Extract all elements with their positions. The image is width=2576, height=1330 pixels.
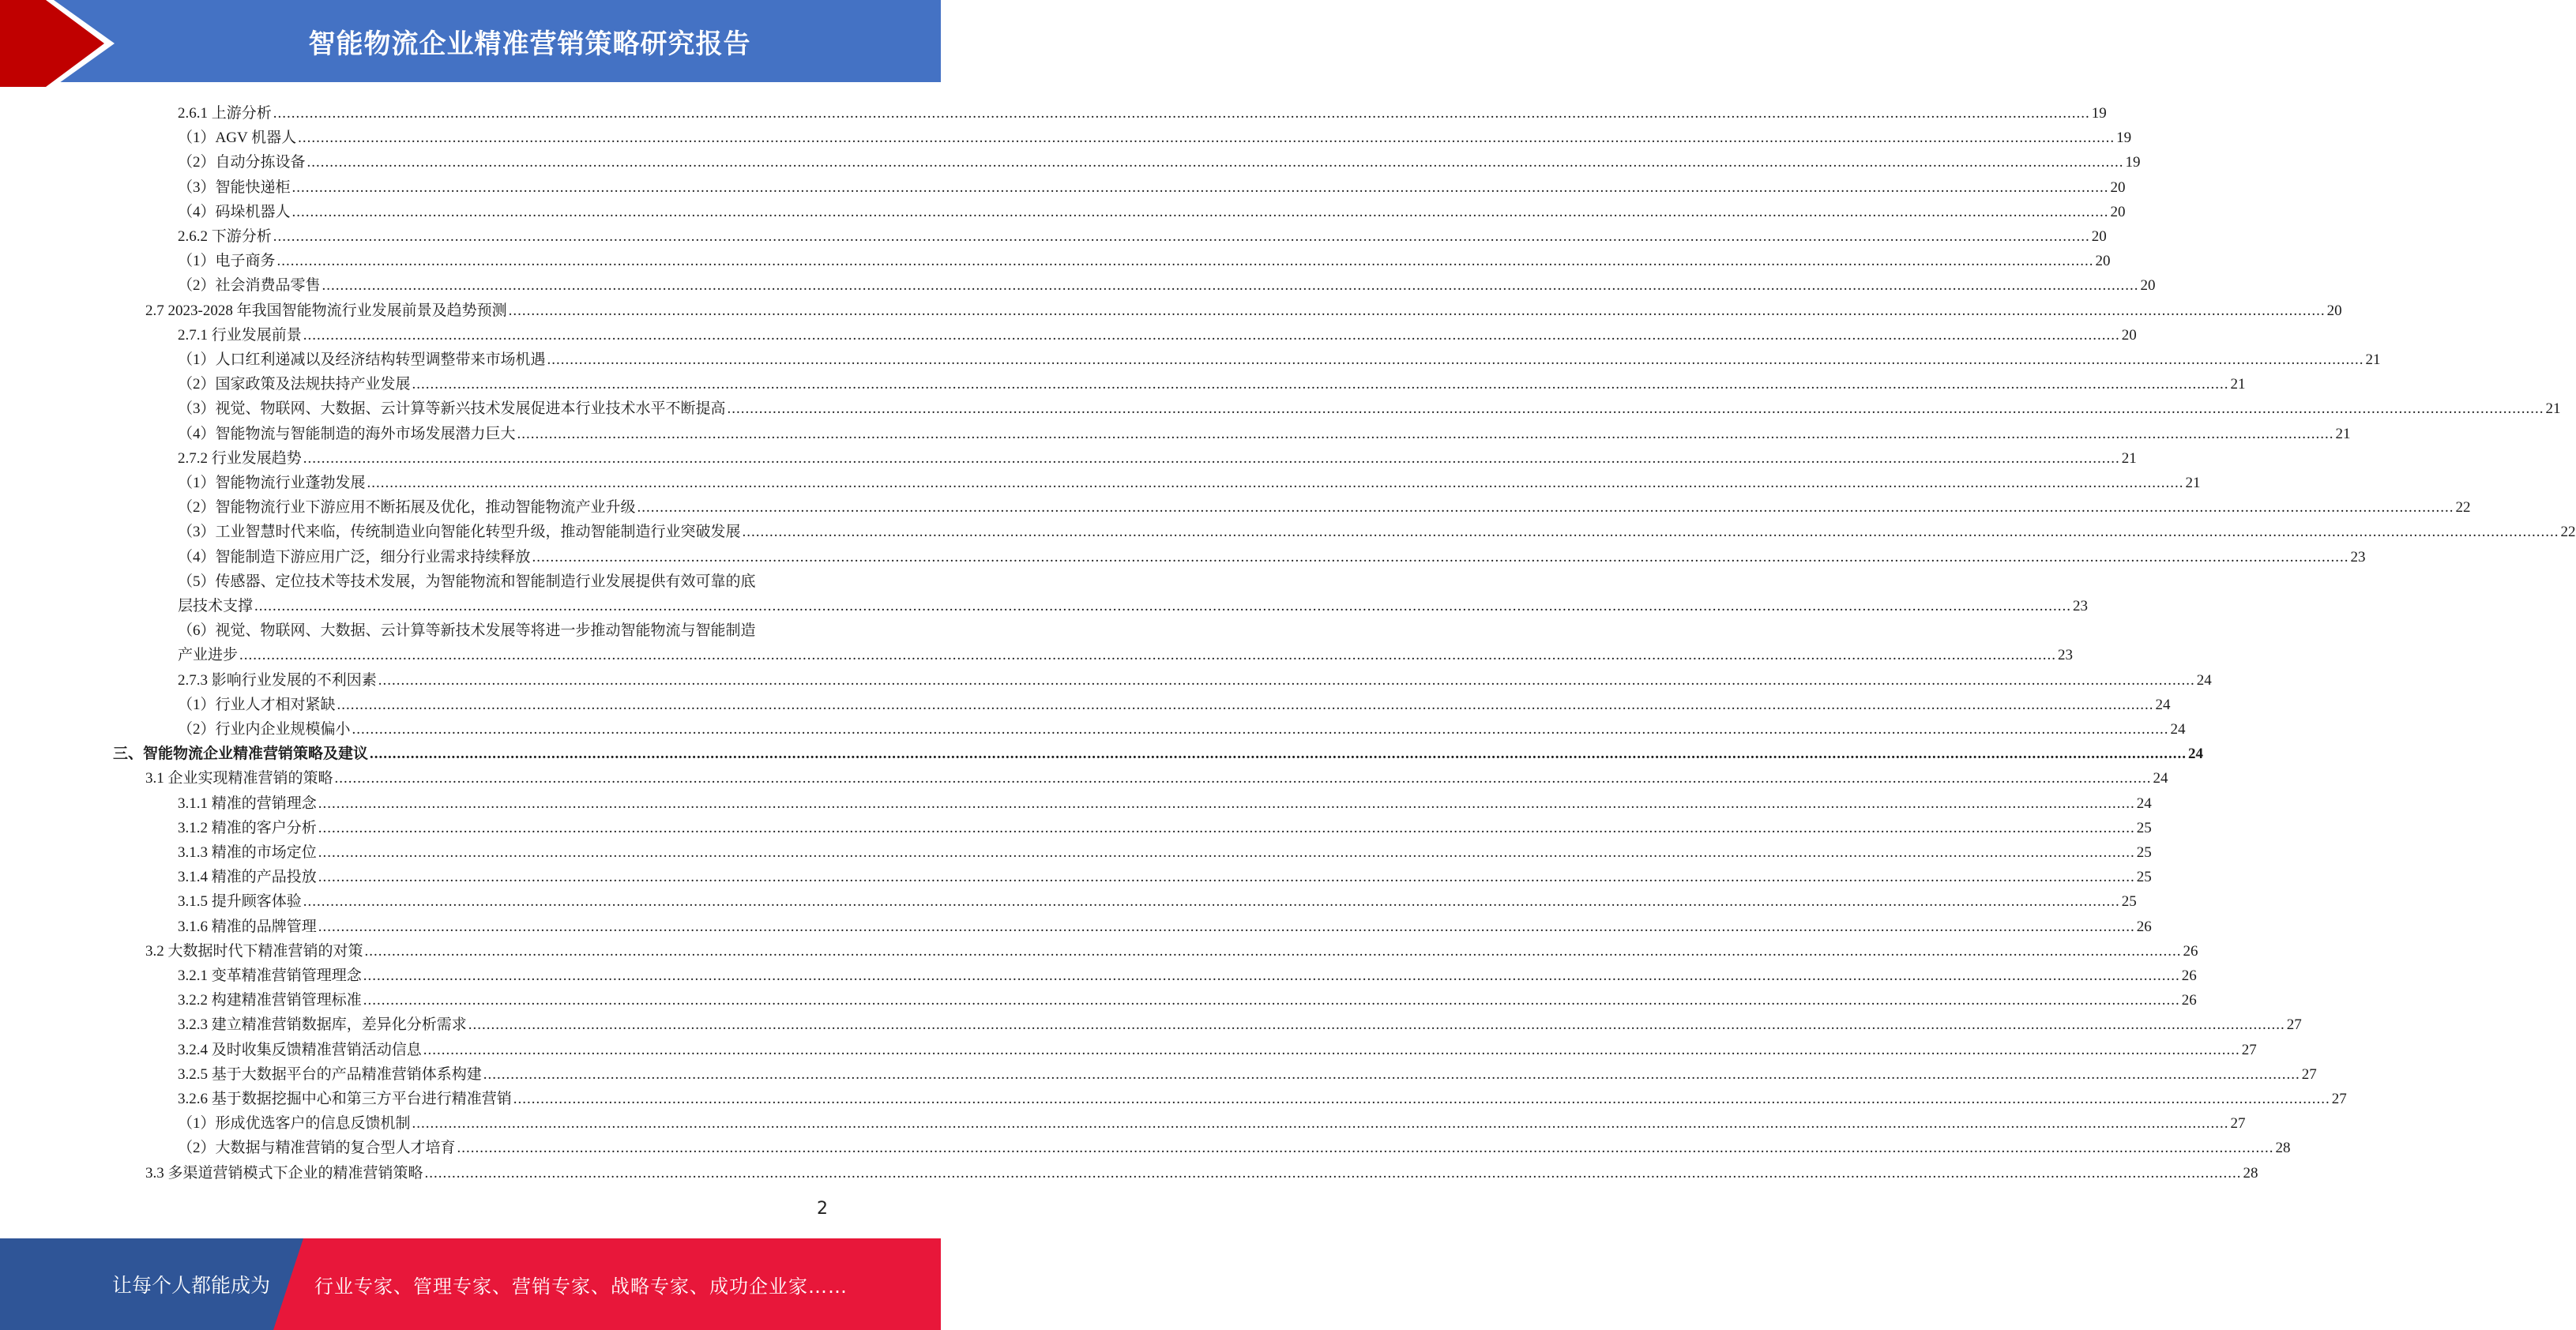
toc-entry[interactable] <box>178 1110 2246 1134</box>
toc-entry[interactable] <box>178 1061 2317 1085</box>
toc-entry-page: 26 <box>2181 992 2197 1009</box>
toc-entry-title: （1）人口红利递减以及经济结构转型调整带来市场机遇 <box>178 351 546 368</box>
toc-leader-dots: ................................................................................................................................................................................................................................................................................................................................................................................................................ <box>303 449 2120 467</box>
toc-entry-page: 25 <box>2136 819 2152 836</box>
toc-entry[interactable] <box>178 370 2246 395</box>
toc-leader-dots: ................................................................................................................................................................................................................................................................................................................................................................................................................ <box>423 1041 2240 1058</box>
toc-entry[interactable] <box>178 1011 2302 1035</box>
toc-entry-page: 27 <box>2230 1115 2246 1133</box>
toc-entry-page: 24 <box>2188 746 2204 763</box>
toc-entry-title: 3.2.1 变革精准营销管理理念 <box>178 967 362 984</box>
toc-entry-page: 26 <box>2181 967 2197 984</box>
toc-entry-first-line: （6）视觉、物联网、大数据、云计算等新技术发展等将进一步推动智能物流与智能制造 <box>178 622 756 640</box>
toc-entry[interactable] <box>178 198 2126 223</box>
toc-entry[interactable] <box>178 913 2152 937</box>
toc-entry[interactable] <box>178 174 2126 198</box>
toc-entry-page: 28 <box>2243 1164 2258 1182</box>
toc-entry-title: 3.2.5 基于大数据平台的产品精准营销体系构建 <box>178 1065 482 1083</box>
toc-entry-page: 23 <box>2073 598 2089 614</box>
toc-leader-dots: ................................................................................................................................................................................................................................................................................................................................................................................................................ <box>412 1115 2229 1133</box>
toc-leader-dots: ................................................................................................................................................................................................................................................................................................................................................................................................................ <box>742 524 2559 541</box>
toc-leader-dots: ................................................................................................................................................................................................................................................................................................................................................................................................................ <box>318 844 2135 861</box>
toc-leader-dots: ................................................................................................................................................................................................................................................................................................................................................................................................................ <box>457 1140 2274 1157</box>
toc-entry-page: 21 <box>2545 400 2561 418</box>
toc-leader-dots: ................................................................................................................................................................................................................................................................................................................................................................................................................ <box>291 203 2109 220</box>
toc-entry[interactable] <box>178 839 2152 863</box>
toc-leader-dots: ................................................................................................................................................................................................................................................................................................................................................................................................................ <box>468 1016 2285 1034</box>
toc-entry-page: 21 <box>2230 376 2246 393</box>
toc-entry-title: （1）形成优选客户的信息反馈机制 <box>178 1115 411 1133</box>
toc-entry-title: 3.1.5 提升顾客体验 <box>178 893 302 911</box>
toc-entry[interactable] <box>178 247 2111 272</box>
toc-leader-dots: ................................................................................................................................................................................................................................................................................................................................................................................................................ <box>303 893 2120 911</box>
toc-entry[interactable] <box>178 494 2471 518</box>
toc-entry-title: 2.7.1 行业发展前景 <box>178 326 302 344</box>
toc-entry[interactable] <box>178 716 2186 740</box>
toc-entry-title: 2.7.3 影响行业发展的不利因素 <box>178 671 377 689</box>
toc-leader-dots: ................................................................................................................................................................................................................................................................................................................................................................................................................ <box>364 942 2182 960</box>
toc-entry-page: 19 <box>2125 154 2141 171</box>
toc-entry[interactable] <box>178 691 2171 716</box>
toc-entry-title: （1）智能物流行业蓬勃发展 <box>178 475 366 491</box>
toc-entry-title: （3）视觉、物联网、大数据、云计算等新兴技术发展促进本行业技术水平不断提高 <box>178 400 726 418</box>
toc-leader-dots: ................................................................................................................................................................................................................................................................................................................................................................................................................ <box>517 425 2334 442</box>
toc-entry-page: 20 <box>2095 253 2111 270</box>
toc-entry-title: 产业进步 <box>178 647 239 664</box>
footer-slogan-right: 行业专家、管理专家、营销专家、战略专家、成功企业家…… <box>314 1275 848 1298</box>
toc-entry-page: 27 <box>2331 1091 2347 1107</box>
toc-entry-page: 21 <box>2335 425 2351 442</box>
toc-entry-title: 3.2.4 及时收集反馈精准营销活动信息 <box>178 1041 422 1058</box>
toc-entry-title: 3.2.3 建立精准营销数据库，差异化分析需求 <box>178 1016 467 1034</box>
toc-entry[interactable] <box>178 223 2107 247</box>
toc-entry-title: 3.1.6 精准的品牌管理 <box>178 918 317 935</box>
toc-leader-dots: ................................................................................................................................................................................................................................................................................................................................................................................................................ <box>367 475 2184 491</box>
toc-entry-title: 三、智能物流企业精准营销策略及建议 <box>113 746 369 763</box>
toc-entry-title: 层技术支撑 <box>178 598 254 614</box>
toc-leader-dots: ................................................................................................................................................................................................................................................................................................................................................................................................................ <box>318 869 2135 886</box>
toc-entry[interactable] <box>178 420 2351 445</box>
toc-entry-page: 25 <box>2121 893 2137 911</box>
toc-entry-title: 3.1.1 精准的营销理念 <box>178 795 317 812</box>
toc-leader-dots: ................................................................................................................................................................................................................................................................................................................................................................................................................ <box>306 154 2124 171</box>
toc-entry-page: 27 <box>2241 1041 2257 1058</box>
toc-entry-page: 22 <box>2560 524 2576 541</box>
toc-entry-page: 21 <box>2185 475 2201 491</box>
toc-entry-page: 20 <box>2121 326 2137 344</box>
toc-entry-title: 3.1 企业实现精准营销的策略 <box>145 770 333 787</box>
toc-leader-dots: ................................................................................................................................................................................................................................................................................................................................................................................................................ <box>363 967 2180 984</box>
page-footer <box>0 1238 941 1330</box>
toc-entry-page: 27 <box>2301 1065 2317 1083</box>
toc-entry-page: 20 <box>2091 228 2107 245</box>
toc-entry[interactable] <box>178 148 2141 173</box>
toc-entry-title: 3.2.6 基于数据挖掘中心和第三方平台进行精准营销 <box>178 1091 512 1107</box>
toc-entry-title: （2）国家政策及法规扶持产业发展 <box>178 376 411 393</box>
toc-entry[interactable] <box>178 814 2152 839</box>
toc-leader-dots: ................................................................................................................................................................................................................................................................................................................................................................................................................ <box>352 721 2169 738</box>
toc-entry[interactable] <box>178 1085 2347 1110</box>
toc-entry-page: 22 <box>2455 499 2471 517</box>
page-header <box>0 0 941 87</box>
toc-entry-page: 20 <box>2140 277 2156 295</box>
toc-entry-title: （4）智能物流与智能制造的海外市场发展潜力巨大 <box>178 425 516 442</box>
toc-leader-dots: ................................................................................................................................................................................................................................................................................................................................................................................................................ <box>318 819 2135 836</box>
toc-entry[interactable] <box>178 100 2107 124</box>
toc-entry-page: 25 <box>2136 844 2152 861</box>
toc-entry-title: 3.1.2 精准的客户分析 <box>178 819 317 836</box>
toc-entry[interactable] <box>178 518 2576 543</box>
toc-entry-title: （2）自动分拣设备 <box>178 154 306 171</box>
toc-entry-title: （3）工业智慧时代来临，传统制造业向智能化转型升级，推动智能制造行业突破发展 <box>178 524 741 541</box>
toc-entry[interactable] <box>178 863 2152 888</box>
toc-leader-dots: ................................................................................................................................................................................................................................................................................................................................................................................................................ <box>273 105 2090 122</box>
toc-entry[interactable] <box>178 445 2137 469</box>
toc-entry-page: 23 <box>2058 647 2074 664</box>
toc-leader-dots: ................................................................................................................................................................................................................................................................................................................................................................................................................ <box>254 598 2072 614</box>
toc-entry-title: 2.7 2023-2028 年我国智能物流行业发展前景及趋势预测 <box>145 302 507 319</box>
toc-entry[interactable] <box>178 1036 2257 1061</box>
toc-entry-title: 3.3 多渠道营销模式下企业的精准营销策略 <box>145 1164 423 1182</box>
toc-leader-dots: ................................................................................................................................................................................................................................................................................................................................................................................................................ <box>547 351 2364 368</box>
toc-entry[interactable] <box>113 740 2204 765</box>
toc-entry[interactable] <box>178 641 2074 666</box>
toc-leader-dots: ................................................................................................................................................................................................................................................................................................................................................................................................................ <box>337 696 2154 713</box>
toc-leader-dots: ................................................................................................................................................................................................................................................................................................................................................................................................................ <box>532 548 2349 565</box>
toc-entry-page: 26 <box>2136 918 2152 935</box>
toc-entry[interactable] <box>178 1134 2291 1159</box>
toc-leader-dots: ................................................................................................................................................................................................................................................................................................................................................................................................................ <box>239 647 2057 664</box>
toc-entry[interactable] <box>178 888 2137 912</box>
toc-leader-dots: ................................................................................................................................................................................................................................................................................................................................................................................................................ <box>291 178 2109 196</box>
toc-leader-dots: ................................................................................................................................................................................................................................................................................................................................................................................................................ <box>508 302 2326 319</box>
toc-entry-page: 21 <box>2365 351 2381 368</box>
toc-entry[interactable] <box>178 986 2197 1011</box>
toc-entry-title: （1）行业人才相对紧缺 <box>178 696 336 713</box>
toc-entry-page: 24 <box>2170 721 2186 738</box>
toc-entry-title: （2）大数据与精准营销的复合型人才培育 <box>178 1140 456 1157</box>
toc-entry-page: 19 <box>2116 130 2132 147</box>
toc-leader-dots: ................................................................................................................................................................................................................................................................................................................................................................................................................ <box>273 228 2090 245</box>
toc-entry[interactable] <box>145 937 2198 962</box>
toc-entry-page: 20 <box>2326 302 2342 319</box>
toc-entry-page: 24 <box>2153 770 2168 787</box>
toc-entry-title: 2.7.2 行业发展趋势 <box>178 449 302 467</box>
toc-entry-page: 25 <box>2136 869 2152 886</box>
toc-entry-title: 2.6.2 下游分析 <box>178 228 272 245</box>
toc-entry[interactable] <box>178 592 2089 617</box>
toc-leader-dots: ................................................................................................................................................................................................................................................................................................................................................................................................................ <box>303 326 2120 344</box>
toc-entry[interactable] <box>178 667 2212 691</box>
toc-entry-title: 3.1.4 精准的产品投放 <box>178 869 317 886</box>
toc-entry-title: 3.2.2 构建精准营销管理标准 <box>178 992 362 1009</box>
toc-entry[interactable] <box>145 297 2342 321</box>
toc-entry[interactable] <box>178 543 2366 568</box>
toc-leader-dots: ................................................................................................................................................................................................................................................................................................................................................................................................................ <box>318 918 2135 935</box>
toc-leader-dots: ................................................................................................................................................................................................................................................................................................................................................................................................................ <box>637 499 2454 517</box>
toc-leader-dots: ................................................................................................................................................................................................................................................................................................................................................................................................................ <box>412 376 2229 393</box>
toc-entry-title: （2）智能物流行业下游应用不断拓展及优化，推动智能物流产业升级 <box>178 499 636 517</box>
toc-entry-page: 23 <box>2350 548 2366 565</box>
toc-entry-page: 20 <box>2110 178 2126 196</box>
toc-leader-dots: ................................................................................................................................................................................................................................................................................................................................................................................................................ <box>424 1164 2242 1182</box>
toc-entry-title: （4）码垛机器人 <box>178 203 291 220</box>
toc-leader-dots: ................................................................................................................................................................................................................................................................................................................................................................................................................ <box>298 130 2115 147</box>
toc-entry-page: 27 <box>2286 1016 2302 1034</box>
document-title: 智能物流企业精准营销策略研究报告 <box>308 28 751 60</box>
toc-entry-page: 24 <box>2155 696 2171 713</box>
toc-entry-title: （1）AGV 机器人 <box>178 130 297 147</box>
toc-entry-title: （4）智能制造下游应用广泛，细分行业需求持续释放 <box>178 548 531 565</box>
toc-entry[interactable] <box>178 469 2201 494</box>
toc-entry-title: 3.2 大数据时代下精准营销的对策 <box>145 942 363 960</box>
toc-entry-title: （2）社会消费品零售 <box>178 277 321 295</box>
toc-leader-dots: ................................................................................................................................................................................................................................................................................................................................................................................................................ <box>363 992 2180 1009</box>
toc-leader-dots: ................................................................................................................................................................................................................................................................................................................................................................................................................ <box>318 795 2135 812</box>
toc-leader-dots: ................................................................................................................................................................................................................................................................................................................................................................................................................ <box>513 1091 2330 1107</box>
toc-entry[interactable] <box>178 321 2137 346</box>
toc-entry[interactable] <box>145 1159 2258 1184</box>
toc-entry-page: 21 <box>2121 449 2137 467</box>
toc-entry-title: 2.6.1 上游分析 <box>178 105 272 122</box>
footer-slogan-left: 让每个人都能成为 <box>112 1274 271 1297</box>
page-number: 2 <box>817 1199 828 1219</box>
toc-entry[interactable] <box>178 395 2561 419</box>
toc-entry-page: 19 <box>2091 105 2107 122</box>
toc-entry[interactable] <box>178 124 2132 148</box>
toc-leader-dots: ................................................................................................................................................................................................................................................................................................................................................................................................................ <box>370 746 2187 763</box>
toc-leader-dots: ................................................................................................................................................................................................................................................................................................................................................................................................................ <box>322 277 2139 295</box>
toc-entry[interactable] <box>178 346 2381 370</box>
toc-entry[interactable] <box>178 962 2197 986</box>
toc-leader-dots: ................................................................................................................................................................................................................................................................................................................................................................................................................ <box>483 1065 2300 1083</box>
toc-entry[interactable] <box>178 790 2152 814</box>
toc-entry-page: 24 <box>2196 671 2212 689</box>
toc-leader-dots: ................................................................................................................................................................................................................................................................................................................................................................................................................ <box>378 671 2195 689</box>
toc-entry-page: 28 <box>2275 1140 2291 1157</box>
toc-entry-title: 3.1.3 精准的市场定位 <box>178 844 317 861</box>
toc-entry[interactable] <box>145 765 2168 789</box>
toc-leader-dots: ................................................................................................................................................................................................................................................................................................................................................................................................................ <box>276 253 2094 270</box>
toc-entry-title: （2）行业内企业规模偏小 <box>178 721 351 738</box>
toc-entry-first-line: （5）传感器、定位技术等技术发展，为智能物流和智能制造行业发展提供有效可靠的底 <box>178 573 756 590</box>
toc-entry-page: 20 <box>2110 203 2126 220</box>
toc-entry-title: （1）电子商务 <box>178 253 276 270</box>
toc-leader-dots: ................................................................................................................................................................................................................................................................................................................................................................................................................ <box>334 770 2152 787</box>
toc-entry-page: 24 <box>2136 795 2152 812</box>
toc-entry[interactable] <box>178 272 2156 296</box>
toc-entry-page: 26 <box>2183 942 2198 960</box>
toc-entry-title: （3）智能快递柜 <box>178 178 291 196</box>
toc-leader-dots: ................................................................................................................................................................................................................................................................................................................................................................................................................ <box>727 400 2544 418</box>
